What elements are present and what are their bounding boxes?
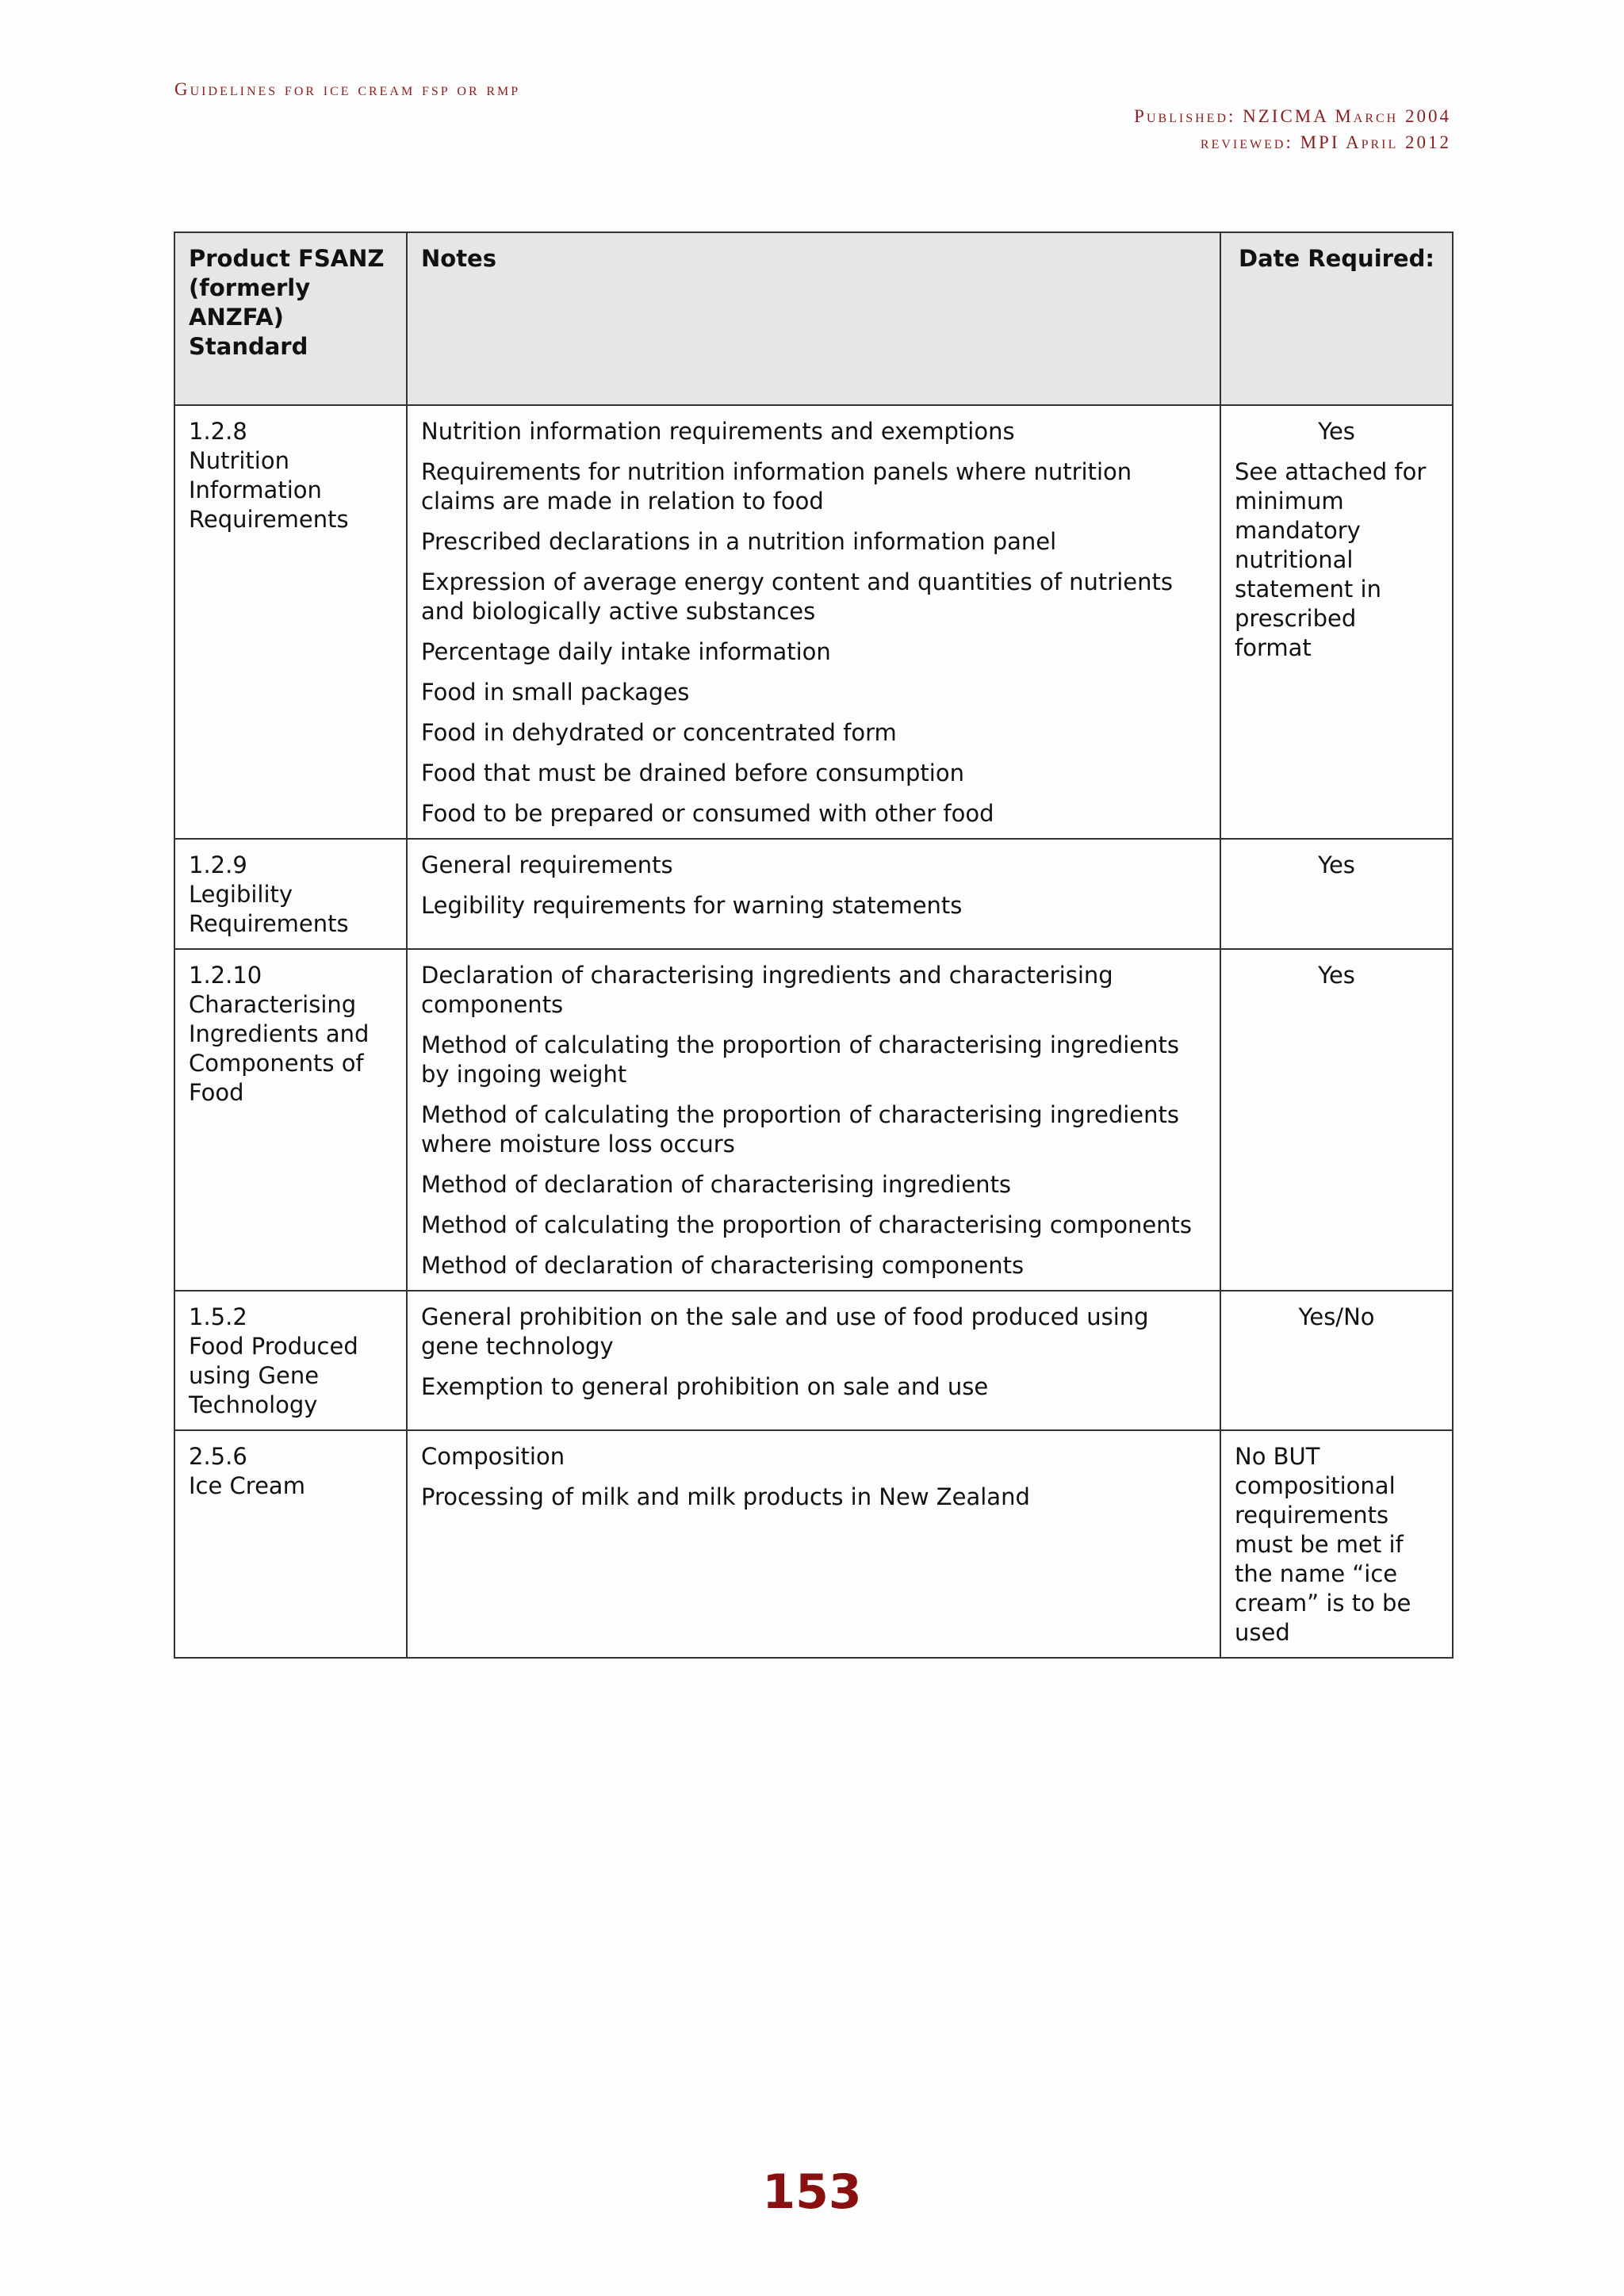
table-row bbox=[174, 405, 1453, 839]
standard-name: Ice Cream bbox=[189, 1472, 305, 1499]
col-header-date: Date Required: bbox=[1220, 232, 1453, 405]
note-item: Processing of milk and milk products in New Zealand bbox=[421, 1483, 1030, 1510]
notes-cell bbox=[407, 1430, 1220, 1658]
standard-name: Food Produced using Gene Technology bbox=[189, 1333, 358, 1418]
date-required-note: See attached for minimum mandatory nutritional statement in prescribed format bbox=[1235, 458, 1427, 661]
publication-info bbox=[1134, 103, 1451, 155]
note-item: Prescribed declarations in a nutrition information panel bbox=[421, 528, 1057, 555]
reviewed-line: reviewed: MPI April 2012 bbox=[1200, 132, 1451, 152]
notes-cell bbox=[407, 1291, 1220, 1430]
note-item: General requirements bbox=[421, 851, 673, 878]
note-item: Requirements for nutrition information panels where nutrition claims are made in relation to food bbox=[421, 458, 1132, 515]
table-row bbox=[174, 839, 1453, 949]
date-required-cell bbox=[1220, 1430, 1453, 1658]
note-item: Declaration of characterising ingredients and characterising components bbox=[421, 962, 1113, 1018]
note-item: Expression of average energy content and quantities of nutrients and biologically active substances bbox=[421, 568, 1173, 625]
standard-code: 1.2.8 bbox=[189, 418, 247, 445]
notes-cell bbox=[407, 949, 1220, 1291]
note-item: Food in dehydrated or concentrated form bbox=[421, 719, 897, 746]
note-item: Method of calculating the proportion of characterising ingredients where moisture loss occurs bbox=[421, 1101, 1180, 1158]
col-header-product: Product FSANZ (formerly ANZFA) Standard bbox=[174, 232, 407, 405]
standard-cell bbox=[174, 1430, 407, 1658]
table-row bbox=[174, 1430, 1453, 1658]
date-required-value: Yes bbox=[1318, 851, 1355, 878]
date-required-cell bbox=[1220, 405, 1453, 839]
page-number: 153 bbox=[762, 2164, 862, 2220]
note-item: Food in small packages bbox=[421, 679, 690, 706]
table-row bbox=[174, 1291, 1453, 1430]
published-line: Published: NZICMA March 2004 bbox=[1134, 106, 1451, 126]
note-item: Food that must be drained before consumption bbox=[421, 760, 964, 786]
note-item: Method of calculating the proportion of characterising ingredients by ingoing weight bbox=[421, 1031, 1180, 1088]
standard-cell bbox=[174, 405, 407, 839]
standard-cell bbox=[174, 949, 407, 1291]
date-required-value: Yes bbox=[1318, 962, 1355, 989]
notes-cell bbox=[407, 405, 1220, 839]
table-header-row bbox=[174, 232, 1453, 405]
date-required-value: No BUT compositional requirements must be met if the name “ice cream” is to be used bbox=[1235, 1443, 1411, 1646]
standards-table bbox=[174, 232, 1454, 1659]
standard-code: 1.5.2 bbox=[189, 1303, 247, 1330]
standard-code: 1.2.9 bbox=[189, 851, 247, 878]
standard-name: Characterising Ingredients and Components of Food bbox=[189, 991, 370, 1106]
date-required-cell bbox=[1220, 949, 1453, 1291]
note-item: Legibility requirements for warning statements bbox=[421, 892, 963, 919]
standard-name: Nutrition Information Requirements bbox=[189, 447, 349, 533]
standard-cell bbox=[174, 1291, 407, 1430]
standard-code: 2.5.6 bbox=[189, 1443, 247, 1470]
note-item: General prohibition on the sale and use of food produced using gene technology bbox=[421, 1303, 1149, 1360]
note-item: Method of declaration of characterising ingredients bbox=[421, 1171, 1012, 1198]
standard-name: Legibility Requirements bbox=[189, 881, 349, 937]
notes-cell bbox=[407, 839, 1220, 949]
date-required-cell bbox=[1220, 839, 1453, 949]
col-header-notes: Notes bbox=[407, 232, 1220, 405]
note-item: Composition bbox=[421, 1443, 565, 1470]
note-item: Percentage daily intake information bbox=[421, 638, 831, 665]
date-required-value: Yes bbox=[1318, 418, 1355, 445]
standard-code: 1.2.10 bbox=[189, 962, 262, 989]
running-header-title: Guidelines for ice cream fsp or rmp bbox=[174, 79, 521, 99]
date-required-cell bbox=[1220, 1291, 1453, 1430]
note-item: Exemption to general prohibition on sale and use bbox=[421, 1373, 989, 1400]
standard-cell bbox=[174, 839, 407, 949]
note-item: Method of declaration of characterising components bbox=[421, 1252, 1025, 1279]
note-item: Nutrition information requirements and exemptions bbox=[421, 418, 1015, 445]
note-item: Method of calculating the proportion of characterising components bbox=[421, 1211, 1193, 1238]
date-required-value: Yes/No bbox=[1298, 1303, 1375, 1330]
table-row bbox=[174, 949, 1453, 1291]
note-item: Food to be prepared or consumed with other food bbox=[421, 800, 994, 827]
